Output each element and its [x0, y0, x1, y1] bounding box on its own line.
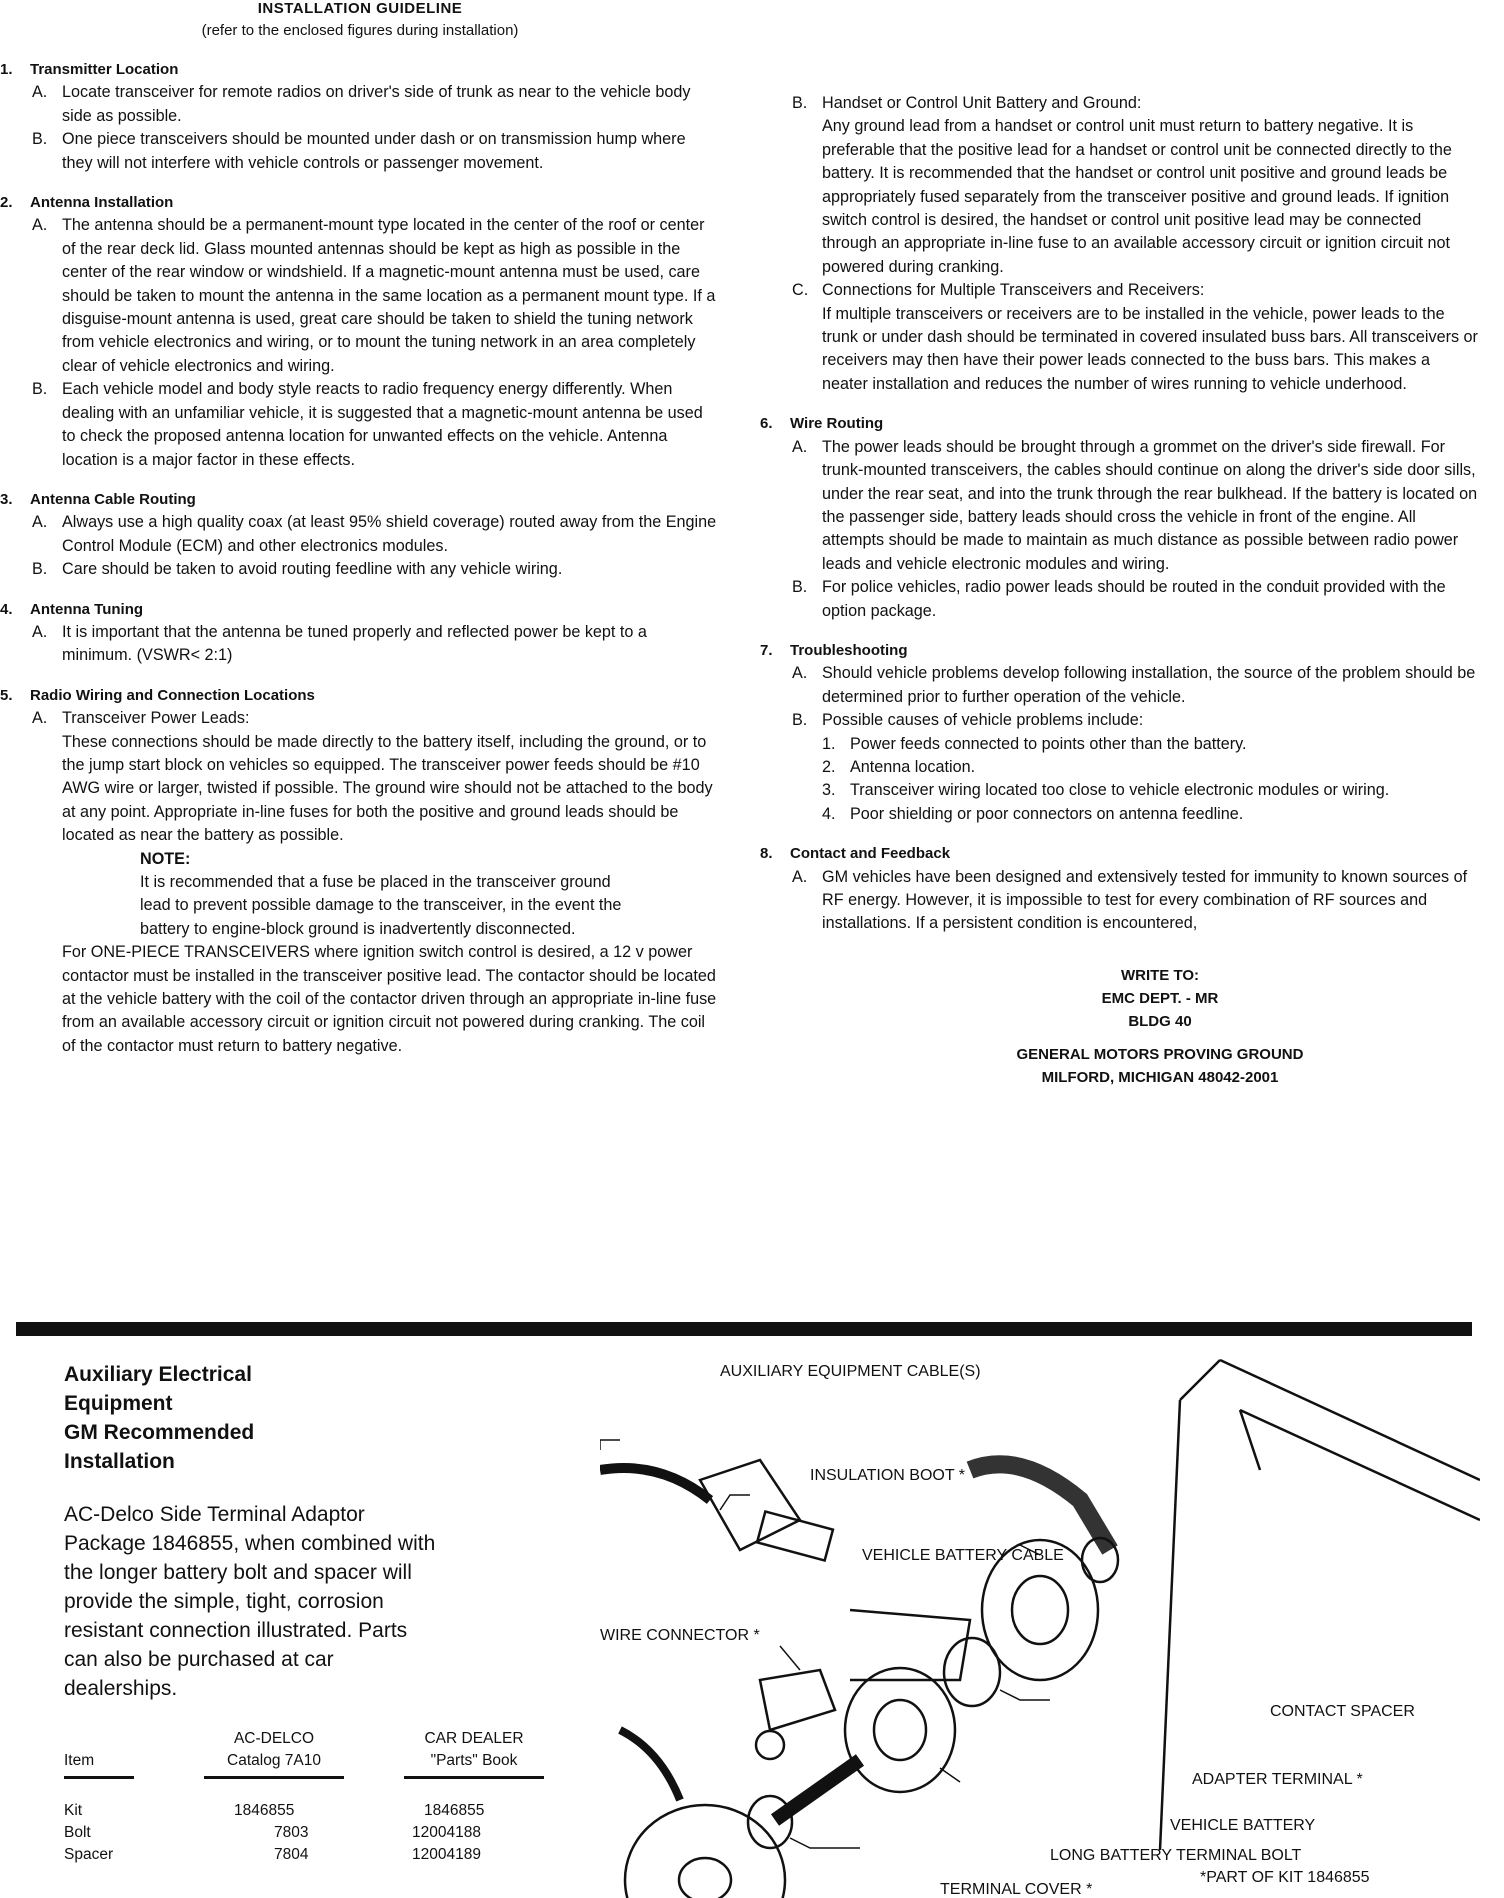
section-divider	[16, 1322, 1472, 1336]
label-wire-connector: WIRE CONNECTOR *	[600, 1627, 760, 1644]
section-title: Troubleshooting	[790, 641, 908, 659]
item-text: Locate transceiver for remote radios on driver's side of trunk as near to the vehicle body side as possible.	[62, 83, 691, 125]
item-text: Any ground lead from a handset or control unit must return to battery negative. It is preferable that the positive lead for a handset or control unit be connected directly to the battery. It is recommended that the handset or control unit positive and ground leads be appropriately fused separately from the transceiver positive and ground leads. If ignition switch control is desired, the handset or control unit positive lead may be connected through an appropriate in-line fuse to an available accessory circuit or ignition circuit not powered during cranking.	[822, 117, 1452, 276]
one-piece-text: For ONE-PIECE TRANSCEIVERS where ignition switch control is desired, a 12 v power contactor must be installed in the transceiver positive lead. The contactor should be located at the vehicle battery with the coil of the contactor driven through an appropriate in-line fuse from an available accessory circuit or ignition circuit not powered during cranking. The coil of the contactor must return to battery negative.	[62, 943, 717, 1055]
item-heading: Transceiver Power Leads:	[62, 709, 250, 728]
section-title: Antenna Tuning	[30, 600, 144, 618]
section-number: 3.	[0, 490, 13, 508]
section-number: 6.	[760, 415, 773, 433]
label-kit-note: *PART OF KIT 1846855	[1200, 1869, 1370, 1886]
section-wire-routing: 6. Wire Routing A. The power leads should be brought through a grommet on the driver's side firewall. For trunk-mounted transceivers, the cables should continue on along the driver's side door sills, under the rear seat, and into the trunk through the rear bulkhead. If the battery is located on the passenger side, battery leads should cross the vehicle in front of the engine. All attempts should be made to maintain as much distance as possible between radio power leads and vehicle electronic modules and wiring. B. For police vehicles, radio power leads should be routed in the conduit provided with the option package.	[760, 412, 1480, 623]
terminal-cover-center	[679, 1858, 731, 1898]
note-text: It is recommended that a fuse be placed in the transceiver ground lead to prevent possible damage to the transceiver, in the event the battery to engine-block ground is inadvertently disconnected.	[140, 873, 622, 938]
section-number: 8.	[760, 845, 773, 863]
section-number: 2.	[0, 194, 13, 212]
item-heading: Connections for Multiple Transceivers and Receivers:	[822, 281, 1205, 300]
battery-terminal-diagram	[600, 1350, 1480, 1898]
col-header-dealer-sub: "Parts" Book	[430, 1752, 518, 1769]
item-text: Possible causes of vehicle problems include:	[822, 711, 1144, 730]
item-text: Always use a high quality coax (at least 95% shield coverage) routed away from the Engine Control Module (ECM) and other electronics modules.	[62, 513, 717, 555]
col-header-dealer: CAR DEALER	[424, 1730, 524, 1747]
wire-connector-end	[756, 1731, 784, 1759]
col-header-acdelco-sub: Catalog 7A10	[227, 1752, 321, 1769]
item-heading: Handset or Control Unit Battery and Ground:	[822, 94, 1142, 112]
item-text: The antenna should be a permanent-mount type located in the center of the roof or center of the rear deck lid. Glass mounted antennas should be kept as high as possible in the center of the rear window or windshield. If a magnetic-mount antenna must be used, care should be taken to mount the antenna in the same location as a permanent mount type. If a disguise-mount antenna is used, great care should be taken to shield the tuning network from vehicle electronics and wiring, or to mount the tuning network in an area completely clear of vehicle electronics and wiring.	[62, 216, 716, 375]
section-title: Radio Wiring and Connection Locations	[30, 686, 315, 704]
item-text: One piece transceivers should be mounted under dash or on transmission hump where they will not interfere with vehicle controls or passenger movement.	[62, 130, 686, 172]
left-column	[0, 58, 720, 1074]
item-text: Should vehicle problems develop following installation, the source of the problem should be determined prior to further operation of the vehicle.	[822, 664, 1476, 706]
section-antenna-installation: 2. Antenna Installation A. The antenna should be a permanent-mount type located in the center of the roof or center of the rear deck lid. Glass mounted antennas should be kept as high as possible in the center of the rear window or windshield. If a magnetic-mount antenna must be used, care should be taken to mount the antenna in the same location as a permanent mount type. If a disguise-mount antenna is used, great care should be taken to shield the tuning network from vehicle electronics and wiring, or to mount the tuning network in an area completely clear of vehicle electronics and wiring. B. Each vehicle model and body style reacts to radio frequency energy differently. When dealing with an unfamiliar vehicle, it is suggested that a magnetic-mount antenna be used to check the proposed antenna location for unwanted effects on the vehicle. Antenna location is a major factor in these effects.	[0, 191, 720, 472]
page-title: INSTALLATION GUIDELINE	[257, 0, 463, 17]
contact-spacer-shape	[944, 1638, 1000, 1706]
section-number: 7.	[760, 641, 773, 659]
section-number: 5.	[0, 686, 13, 704]
section-title: Contact and Feedback	[790, 845, 951, 863]
label-contact-spacer: CONTACT SPACER	[1270, 1703, 1415, 1720]
item-text: Care should be taken to avoid routing feedline with any vehicle wiring.	[62, 560, 563, 579]
label-adapter-terminal: ADAPTER TERMINAL *	[1192, 1771, 1363, 1788]
adapter-terminal-hole	[874, 1700, 926, 1760]
section-number: 4.	[0, 600, 13, 618]
adapter-terminal-ring	[845, 1668, 955, 1792]
label-insulation-boot: INSULATION BOOT *	[810, 1467, 965, 1484]
label-long-bolt: LONG BATTERY TERMINAL BOLT	[1050, 1847, 1302, 1864]
note-heading: NOTE:	[140, 849, 191, 868]
section-radio-wiring-continued: B. Handset or Control Unit Battery and Ground: Any ground lead from a handset or control unit must return to battery negative. It is preferable that the positive lead for a handset or control unit be connected directly to the battery. It is recommended that the handset or control unit positive and ground leads be appropriately fused separately from the transceiver positive and ground leads. If ignition switch control is desired, the handset or control unit positive lead may be connected through an appropriate in-line fuse to an available accessory circuit or ignition circuit not powered during cranking. C. Connections for Multiple Transceivers and Receivers: If multiple transceivers or receivers are to be installed in the vehicle, power leads to the trunk or under dash should be terminated in covered insulated buss bars. All transceivers or receivers may then have their power leads connected to the buss bars. This makes a neater installation and reduces the number of wires running to vehicle underhood.	[760, 92, 1480, 396]
aux-title: Auxiliary Electrical Equipment GM Recommended Installation	[64, 1363, 255, 1473]
right-column	[760, 92, 1480, 1089]
cause-item: 3. Transceiver wiring located too close to vehicle electronic modules or wiring.	[822, 781, 1390, 800]
header-underline	[404, 1776, 544, 1779]
header-underline	[64, 1776, 134, 1779]
cause-item: 2. Antenna location.	[822, 757, 976, 776]
section-title: Wire Routing	[790, 415, 884, 433]
section-number: 1.	[0, 61, 13, 78]
header-underline	[204, 1776, 344, 1779]
label-vehicle-battery-cable: VEHICLE BATTERY CABLE	[862, 1547, 1064, 1564]
section-title: Transmitter Location	[30, 61, 179, 78]
section-antenna-cable-routing: 3. Antenna Cable Routing A. Always use a high quality coax (at least 95% shield coverage) routed away from the Engine Control Module (ECM) and other electronics modules. B. Care should be taken to avoid routing feedline with any vehicle wiring.	[0, 488, 720, 582]
section-radio-wiring: 5. Radio Wiring and Connection Locations A. Transceiver Power Leads: These connections should be made directly to the battery itself, including the ground, or to the jump start block on vehicles so equipped. The transceiver power feeds should be #10 AWG wire or larger, twisted if possible. The ground wire should not be attached to the body at any point. Appropriate in-line fuses for both the positive and ground leads should be located as near the battery as possible. NOTE: It is recommended that a fuse be placed in the transceiver ground lead to prevent possible damage to the transceiver, in the event the battery to engine-block ground is inadvertently disconnected. For ONE-PIECE TRANSCEIVERS where ignition switch control is desired, a 12 v power contactor must be installed in the transceiver positive lead. The contactor should be located at the vehicle battery with the coil of the contactor driven through an appropriate in-line fuse from an available accessory circuit or ignition circuit not powered during cranking. The coil of the contactor must return to battery negative.	[0, 684, 720, 1059]
col-header-acdelco: AC-DELCO	[233, 1730, 315, 1747]
terminal-cover-strap	[620, 1730, 680, 1800]
section-contact-feedback: 8. Contact and Feedback A. GM vehicles have been designed and extensively tested for immunity to known sources of RF energy. However, it is impossible to test for every combination of RF sources and installations. If a persistent condition is encountered,	[760, 842, 1480, 936]
page-subtitle: (refer to the enclosed figures during installation)	[201, 22, 519, 39]
label-aux-cable: AUXILIARY EQUIPMENT CABLE(S)	[720, 1363, 981, 1380]
label-vehicle-battery: VEHICLE BATTERY	[1170, 1817, 1316, 1834]
section-title: Antenna Installation	[30, 194, 174, 212]
wire-connector-shape	[760, 1670, 835, 1730]
item-text: These connections should be made directly to the battery itself, including the ground, or to the jump start block on vehicles so equipped. The transceiver power feeds should be #10 AWG wire or larger, twisted if possible. The ground wire should not be attached to the body at any point. Appropriate in-line fuses for both the positive and ground leads should be located as near the battery as possible.	[62, 732, 713, 845]
item-text: If multiple transceivers or receivers are to be installed in the vehicle, power leads to the trunk or under dash should be terminated in covered insulated buss bars. All transceivers or receivers may then have their power leads connected to the buss bars. This makes a neater installation and reduces the number of wires running to vehicle underhood.	[822, 304, 1478, 393]
cause-item: 4. Poor shielding or poor connectors on antenna feedline.	[822, 804, 1244, 823]
section-antenna-tuning: 4. Antenna Tuning A. It is important that the antenna be tuned properly and reflected power be kept to a minimum. (VSWR< 2:1)	[0, 598, 720, 668]
long-bolt-shank	[775, 1760, 860, 1820]
cause-item: 1. Power feeds connected to points other than the battery.	[822, 734, 1247, 753]
item-text: Each vehicle model and body style reacts to radio frequency energy differently. When dealing with an unfamiliar vehicle, it is suggested that a magnetic-mount antenna be used to check the proposed antenna location for unwanted effects on the vehicle. Antenna location is a major factor in these effects.	[62, 380, 703, 469]
insulation-boot-shape	[700, 1460, 800, 1550]
write-to-address: WRITE TO: EMC DEPT. - MR BLDG 40 GENERAL MOTORS PROVING GROUND MILFORD, MICHIGAN 48042-2001	[1016, 966, 1304, 1086]
cable-lug-hole	[1012, 1576, 1068, 1644]
aux-cable-shape	[600, 1468, 710, 1500]
item-text: GM vehicles have been designed and extensively tested for immunity to known sources of RF energy. However, it is impossible to test for every combination of RF sources and installations. If a persistent condition is encountered,	[822, 867, 1468, 933]
item-text: It is important that the antenna be tuned properly and reflected power be kept to a minimum. (VSWR< 2:1)	[62, 622, 647, 665]
col-header-item: Item	[64, 1752, 95, 1769]
terminal-cover-shape	[625, 1805, 785, 1898]
item-text: For police vehicles, radio power leads should be routed in the conduit provided with the option package.	[822, 578, 1446, 620]
aux-description: AC-Delco Side Terminal Adaptor Package 1846855, when combined with the longer battery bolt and spacer will provide the simple, tight, corrosion resistant connection illustrated. Parts can also be purchased at car dealerships.	[64, 1503, 436, 1700]
vehicle-battery-cable-shape	[970, 1464, 1110, 1550]
section-title: Antenna Cable Routing	[30, 490, 196, 508]
label-terminal-cover: TERMINAL COVER *	[940, 1881, 1093, 1898]
item-text: The power leads should be brought through a grommet on the driver's side firewall. For trunk-mounted transceivers, the cables should continue on along the driver's side door sills, under the rear seat, and into the trunk through the rear bulkhead. If the battery is located on the passenger side, battery leads should cross the vehicle in front of the engine. All attempts should be made to maintain as much distance as possible between radio power leads and vehicle electronic modules and wiring.	[822, 437, 1478, 573]
section-troubleshooting: 7. Troubleshooting A. Should vehicle problems develop following installation, the source of the problem should be determined prior to further operation of the vehicle. B. Possible causes of vehicle problems include: 1. Power feeds connected to points other than the battery. 2. Antenna location. 3. Transceiver wiring located too close to vehicle electronic modules or wiring. 4. Poor shielding or poor connectors on antenna feedline.	[760, 639, 1480, 826]
section-transmitter-location: 1. Transmitter Location A. Locate transceiver for remote radios on driver's side of trunk as near to the vehicle body side as possible. B. One piece transceivers should be mounted under dash or on transmission hump where they will not interfere with vehicle controls or passenger movement.	[0, 58, 720, 175]
